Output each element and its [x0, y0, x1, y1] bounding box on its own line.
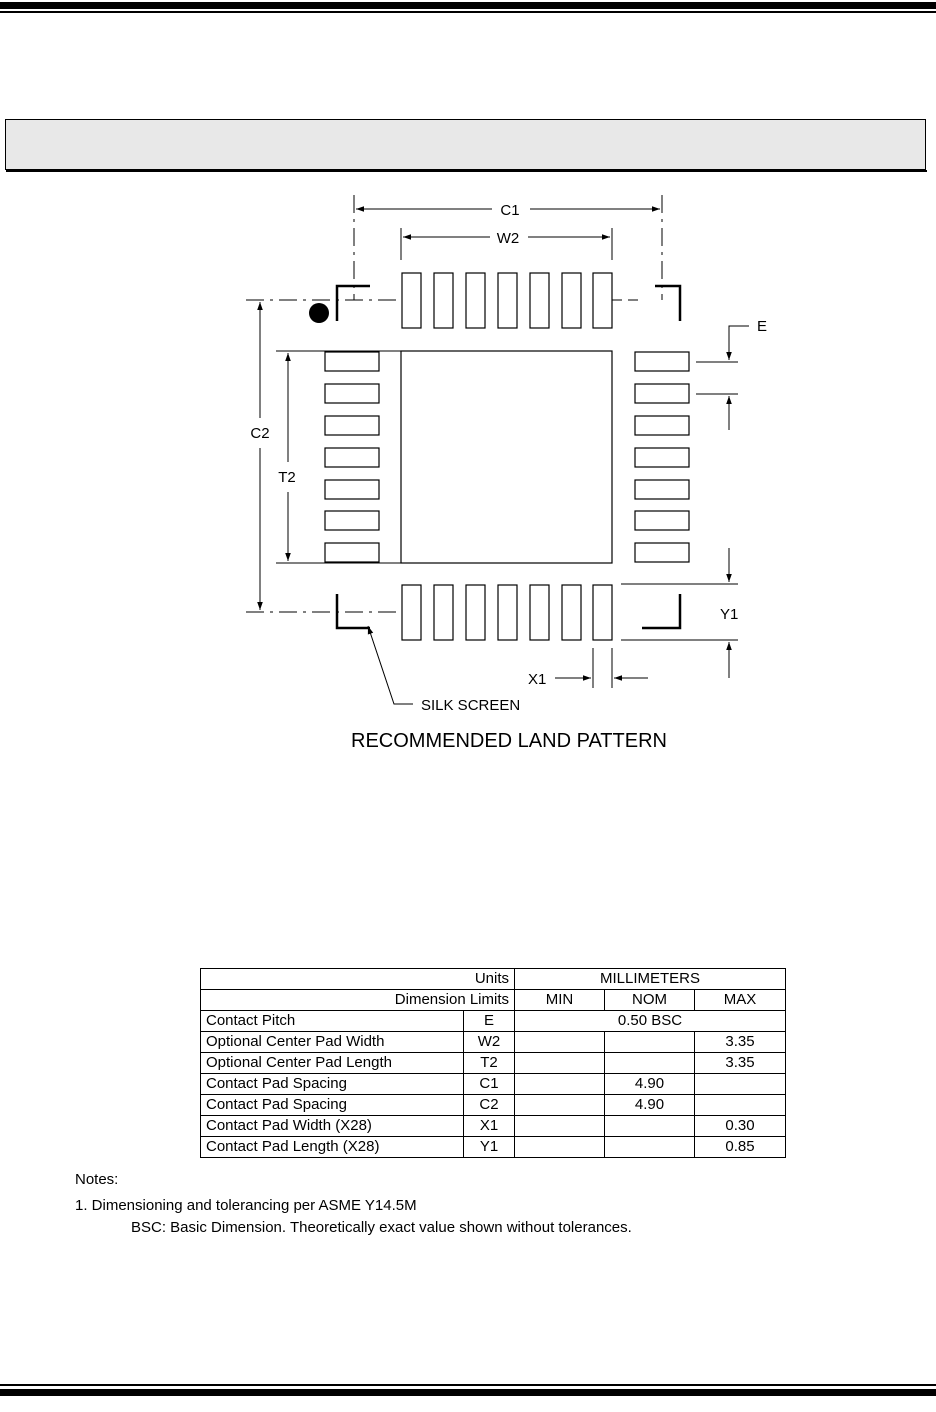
- table-row: [201, 1137, 786, 1158]
- dimension-table: [200, 968, 786, 1158]
- row-name: Contact Pad Length (X28): [201, 1137, 464, 1158]
- pad: [325, 352, 379, 371]
- row-min: [515, 1137, 605, 1158]
- pad: [530, 585, 549, 640]
- pad: [498, 273, 517, 328]
- row-symbol: X1: [464, 1116, 515, 1137]
- dimension-limits-label: Dimension Limits: [201, 990, 515, 1011]
- bottom-rule-thin: [0, 1384, 936, 1386]
- notes-heading: Notes:: [75, 1171, 119, 1188]
- row-min: [515, 1032, 605, 1053]
- table-row: [201, 1011, 786, 1032]
- center-pad: [401, 351, 612, 563]
- pad: [635, 480, 689, 499]
- row-max: 0.85: [695, 1137, 786, 1158]
- y1-label: Y1: [720, 606, 739, 623]
- row-name: Contact Pitch: [201, 1011, 464, 1032]
- c2-label: C2: [250, 425, 270, 442]
- row-nom: [605, 1053, 695, 1074]
- row-symbol: C2: [464, 1095, 515, 1116]
- pad: [402, 273, 421, 328]
- pad: [325, 416, 379, 435]
- table-header-row: [201, 990, 786, 1011]
- row-max: 3.35: [695, 1053, 786, 1074]
- pad: [593, 273, 612, 328]
- row-name: Optional Center Pad Length: [201, 1053, 464, 1074]
- row-name: Contact Pad Spacing: [201, 1095, 464, 1116]
- bottom-pads: [402, 585, 612, 640]
- row-name: Optional Center Pad Width: [201, 1032, 464, 1053]
- row-name: Contact Pad Spacing: [201, 1074, 464, 1095]
- silk-corner-top-left: [337, 286, 370, 321]
- note-item: 1. Dimensioning and tolerancing per ASME Y14.5M: [75, 1197, 417, 1214]
- pad: [434, 273, 453, 328]
- pad: [635, 352, 689, 371]
- row-max: 0.30: [695, 1116, 786, 1137]
- top-rule-thin: [0, 11, 936, 13]
- table-row: [201, 1053, 786, 1074]
- silk-corner-bottom-right: [642, 594, 680, 628]
- pad: [562, 273, 581, 328]
- e-arrow-top: [729, 326, 749, 360]
- row-symbol: W2: [464, 1032, 515, 1053]
- silk-corner-bottom-left: [337, 594, 370, 628]
- top-pads: [402, 273, 612, 328]
- units-value: MILLIMETERS: [515, 969, 786, 990]
- column-header-nom: NOM: [605, 990, 695, 1011]
- pad: [325, 384, 379, 403]
- drawing-caption: RECOMMENDED LAND PATTERN: [351, 730, 667, 752]
- pad: [635, 416, 689, 435]
- pad: [635, 448, 689, 467]
- row-name: Contact Pad Width (X28): [201, 1116, 464, 1137]
- pad: [593, 585, 612, 640]
- row-nom: [605, 1116, 695, 1137]
- table-row: [201, 1032, 786, 1053]
- row-min: [515, 1116, 605, 1137]
- top-rule-thick: [0, 2, 936, 9]
- pad: [562, 585, 581, 640]
- table-header-row: [201, 969, 786, 990]
- w2-label: W2: [496, 230, 520, 247]
- pad: [325, 448, 379, 467]
- table-row: [201, 1116, 786, 1137]
- silk-corner-top-right: [655, 286, 680, 321]
- row-symbol: E: [464, 1011, 515, 1032]
- pad: [402, 585, 421, 640]
- pad: [466, 585, 485, 640]
- row-min: [515, 1074, 605, 1095]
- column-header-max: MAX: [695, 990, 786, 1011]
- x1-label: X1: [528, 671, 547, 688]
- row-max: [695, 1074, 786, 1095]
- row-basic-value: 0.50 BSC: [515, 1011, 786, 1032]
- units-label: Units: [201, 969, 515, 990]
- row-max: [695, 1095, 786, 1116]
- row-nom: 4.90: [605, 1095, 695, 1116]
- table-row: [201, 1095, 786, 1116]
- pad: [635, 543, 689, 562]
- pad: [498, 585, 517, 640]
- row-min: [515, 1053, 605, 1074]
- table-row: [201, 1074, 786, 1095]
- row-nom: [605, 1137, 695, 1158]
- pad: [466, 273, 485, 328]
- t2-label: T2: [278, 469, 296, 486]
- pad: [530, 273, 549, 328]
- row-symbol: Y1: [464, 1137, 515, 1158]
- silk-screen-label: SILK SCREEN: [421, 697, 521, 714]
- row-nom: [605, 1032, 695, 1053]
- title-band: [5, 119, 926, 170]
- row-symbol: T2: [464, 1053, 515, 1074]
- row-max: 3.35: [695, 1032, 786, 1053]
- land-pattern-drawing: [0, 180, 936, 760]
- pad: [325, 511, 379, 530]
- pad: [325, 480, 379, 499]
- right-pads: [635, 352, 689, 562]
- row-nom: 4.90: [605, 1074, 695, 1095]
- column-header-min: MIN: [515, 990, 605, 1011]
- pad: [635, 384, 689, 403]
- pad: [325, 543, 379, 562]
- pad: [635, 511, 689, 530]
- note-item: BSC: Basic Dimension. Theoretically exact value shown without tolerances.: [131, 1219, 632, 1236]
- e-label: E: [757, 318, 768, 335]
- left-pads: [325, 352, 379, 562]
- bottom-rule-thick: [0, 1389, 936, 1396]
- pad: [434, 585, 453, 640]
- row-symbol: C1: [464, 1074, 515, 1095]
- c1-label: C1: [500, 202, 520, 219]
- pin1-dot: [309, 303, 329, 323]
- row-min: [515, 1095, 605, 1116]
